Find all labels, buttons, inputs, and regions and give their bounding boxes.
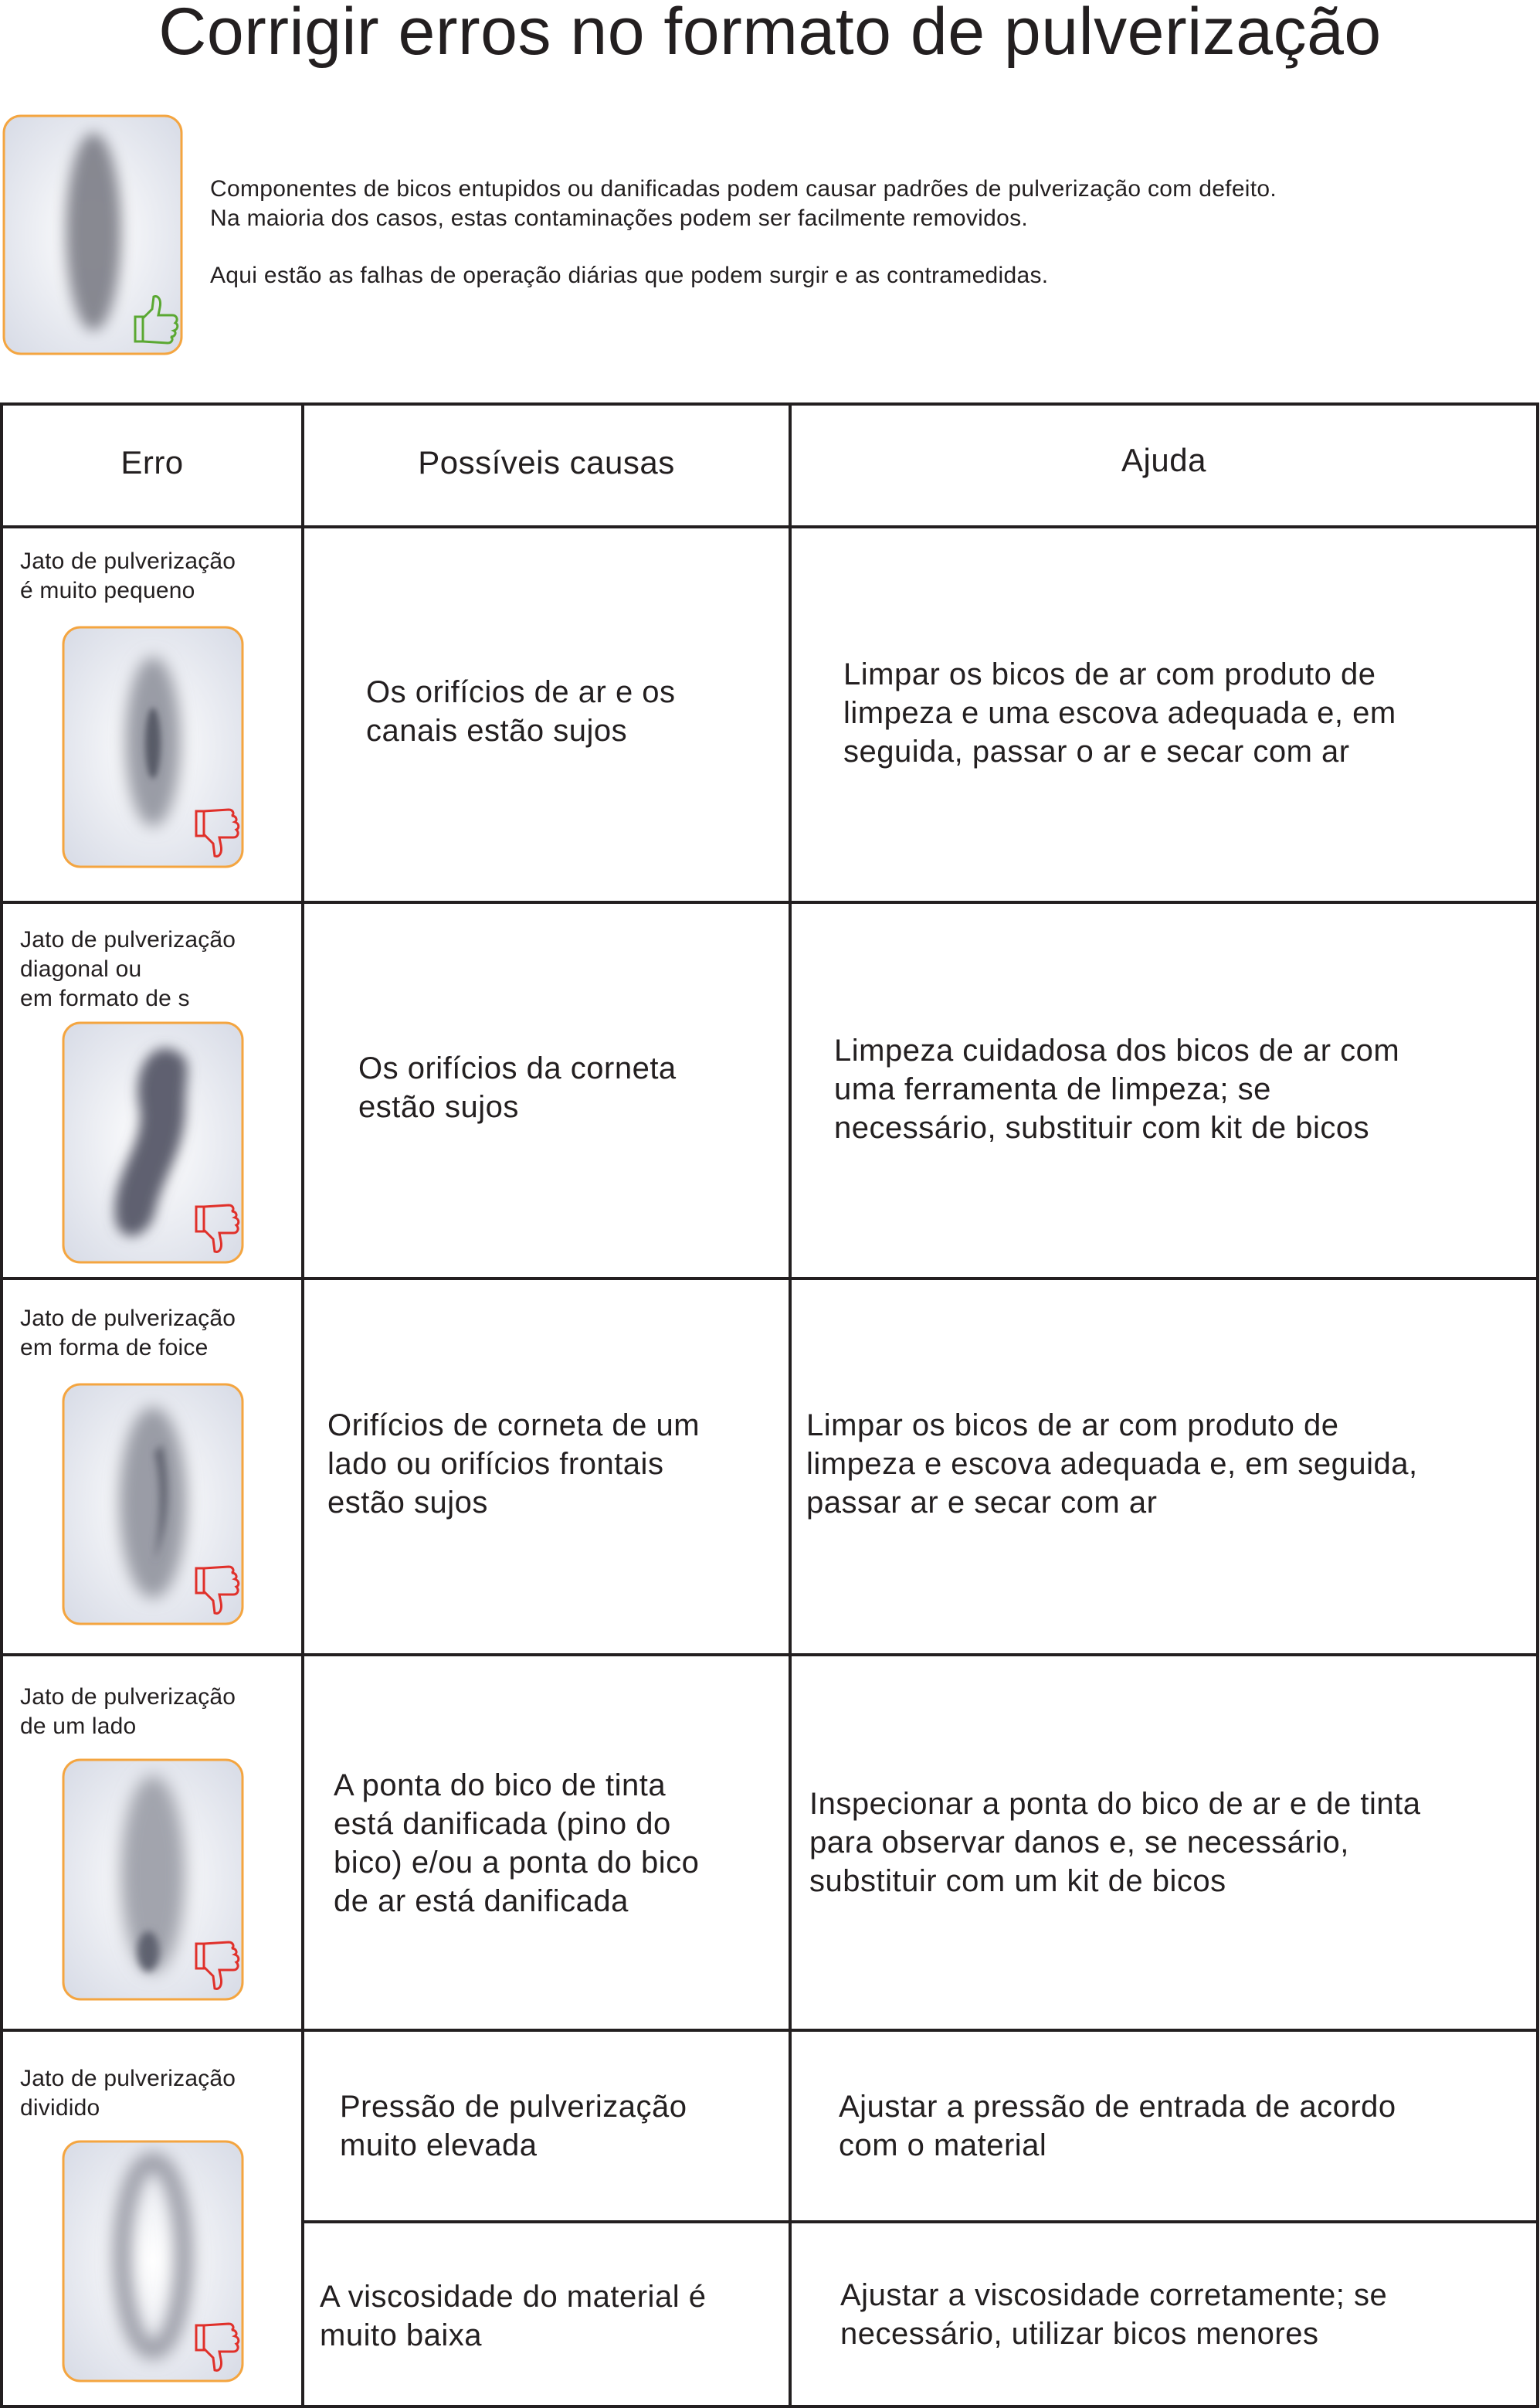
error-label-line: dividido (20, 2095, 100, 2121)
help-line: necessário, utilizar bicos menores (840, 2317, 1319, 2351)
cause-line: bico) e/ou a ponta do bico (334, 1846, 700, 1880)
header-error: Erro (120, 444, 184, 481)
error-label-line: Jato de pulverização (20, 1684, 236, 1710)
spray-one-sided-image (62, 1758, 244, 2001)
help-line: limpeza e uma escova adequada e, em (843, 696, 1396, 730)
header-causes: Possíveis causas (418, 444, 675, 481)
help-text (839, 2087, 1396, 2165)
error-label-line: de um lado (20, 1713, 137, 1739)
error-label-line: é muito pequeno (20, 578, 195, 603)
cause-line: de ar está danificada (334, 1884, 629, 1918)
intro-line: Aqui estão as falhas de operação diárias que podem surgir e as contramedidas. (210, 263, 1049, 288)
help-line: Ajustar a pressão de entrada de acordo (839, 2090, 1396, 2124)
help-line: limpeza e escova adequada e, em seguida, (806, 1447, 1418, 1481)
error-label (20, 926, 236, 1014)
header-help: Ajuda (1121, 442, 1206, 478)
help-line: com o material (839, 2128, 1047, 2162)
help-line: uma ferramenta de limpeza; se (834, 1072, 1271, 1106)
cause-line: Pressão de pulverização (340, 2090, 687, 2124)
cause-line: canais estão sujos (366, 714, 628, 748)
cause-line: está danificada (pino do (334, 1807, 671, 1841)
help-line: Limpar os bicos de ar com produto de (843, 657, 1376, 691)
help-text (834, 1031, 1399, 1147)
error-label-line: Jato de pulverização (20, 549, 236, 574)
cause-text (327, 1406, 700, 1522)
error-label-line: Jato de pulverização (20, 2066, 236, 2091)
error-label (20, 547, 236, 606)
cause-text (366, 673, 676, 750)
help-text (806, 1406, 1418, 1522)
cause-line: A viscosidade do material é (320, 2280, 707, 2314)
cause-line: Os orifícios de ar e os (366, 675, 676, 709)
help-line: Limpeza cuidadosa dos bicos de ar com (834, 1034, 1400, 1068)
help-line: para observar danos e, se necessário, (809, 1826, 1349, 1859)
cause-text (358, 1049, 677, 1126)
spray-sickle-shape-image (62, 1383, 244, 1625)
page-title: Corrigir erros no formato de pulverização (158, 0, 1382, 69)
spray-too-small-image (62, 626, 244, 868)
intro-line: Na maioria dos casos, estas contaminações podem ser facilmente removidos. (210, 205, 1029, 231)
help-line: substituir com um kit de bicos (809, 1864, 1226, 1898)
help-line: passar ar e secar com ar (806, 1486, 1158, 1520)
cause-line: muito baixa (320, 2318, 483, 2352)
cause-line: estão sujos (358, 1090, 519, 1124)
error-label-line: Jato de pulverização (20, 1306, 236, 1331)
error-label-line: em forma de foice (20, 1335, 209, 1360)
spray-split-image (62, 2140, 244, 2383)
cause-line: muito elevada (340, 2128, 538, 2162)
help-text (843, 655, 1396, 771)
help-line: seguida, passar o ar e secar com ar (843, 735, 1350, 769)
cause-line: Os orifícios da corneta (358, 1051, 677, 1085)
error-label (20, 1304, 236, 1363)
error-label (20, 2064, 236, 2123)
help-text (840, 2276, 1387, 2353)
cause-line: Orifícios de corneta de um (327, 1408, 700, 1442)
error-label-line: em formato de s (20, 986, 190, 1011)
help-line: necessário, substituir com kit de bicos (834, 1111, 1370, 1145)
error-label-line: Jato de pulverização (20, 927, 236, 953)
cause-text (334, 1766, 699, 1921)
help-line: Ajustar a viscosidade corretamente; se (840, 2278, 1388, 2312)
help-text (809, 1785, 1420, 1900)
intro-line: Componentes de bicos entupidos ou danificadas podem causar padrões de pulverização com defeito. (210, 176, 1277, 202)
cause-text (340, 2087, 687, 2165)
help-line: Inspecionar a ponta do bico de ar e de tinta (809, 1787, 1421, 1821)
error-label-line: diagonal ou (20, 956, 142, 982)
cause-text (320, 2277, 706, 2355)
cause-line: A ponta do bico de tinta (334, 1768, 667, 1802)
spray-diagonal-s-shape-image (62, 1021, 244, 1264)
cause-line: lado ou orifícios frontais (327, 1447, 664, 1481)
help-line: Limpar os bicos de ar com produto de (806, 1408, 1339, 1442)
cause-line: estão sujos (327, 1486, 488, 1520)
error-label (20, 1683, 236, 1741)
